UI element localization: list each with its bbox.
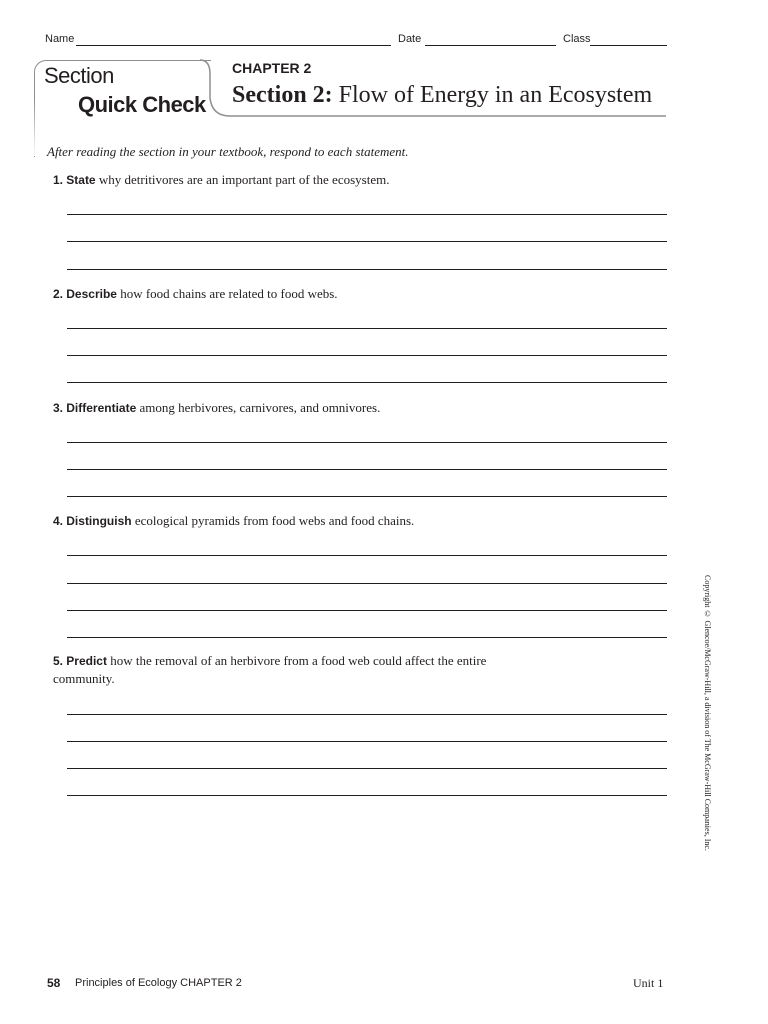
question-number: 5.	[53, 654, 64, 668]
instructions: After reading the section in your textbook, respond to each statement.	[47, 144, 409, 159]
copyright-notice: Copyright © Glencoe/McGraw-Hill, a division of The McGraw-Hill Companies, Inc.	[703, 575, 712, 851]
answer-line[interactable]	[67, 768, 667, 769]
answer-line[interactable]	[67, 610, 667, 611]
answer-line[interactable]	[67, 714, 667, 715]
question-verb: Distinguish	[66, 514, 132, 528]
tab-quick-check-label: Quick Check	[78, 92, 206, 117]
question-3	[53, 399, 493, 417]
answer-line[interactable]	[67, 328, 667, 329]
title-prefix: Section 2:	[232, 82, 333, 108]
question-verb: Predict	[66, 654, 107, 668]
answer-line[interactable]	[67, 583, 667, 584]
answer-line[interactable]	[67, 382, 667, 383]
name-label: Name	[45, 33, 75, 45]
question-text: among herbivores, carnivores, and omnivores.	[136, 400, 381, 415]
footer-unit: Unit 1	[633, 976, 664, 990]
question-text: how the removal of an herbivore from a food web could affect the entire community.	[53, 653, 487, 686]
class-label: Class	[563, 33, 591, 45]
answer-line[interactable]	[67, 555, 667, 556]
question-verb: State	[66, 173, 96, 187]
chapter-label: CHAPTER 2	[232, 60, 312, 76]
question-5	[53, 652, 493, 688]
question-verb: Describe	[66, 287, 117, 301]
question-4	[53, 512, 493, 530]
answer-line[interactable]	[67, 241, 667, 242]
question-verb: Differentiate	[66, 401, 137, 415]
date-label: Date	[398, 33, 422, 45]
answer-line[interactable]	[67, 795, 667, 796]
answer-line[interactable]	[67, 469, 667, 470]
question-number: 2.	[53, 287, 64, 301]
answer-line[interactable]	[67, 355, 667, 356]
question-number: 3.	[53, 401, 64, 415]
page-title	[232, 82, 652, 109]
question-1	[53, 171, 493, 189]
class-field[interactable]	[590, 45, 667, 46]
question-2	[53, 285, 493, 303]
answer-line[interactable]	[67, 214, 667, 215]
answer-line[interactable]	[67, 637, 667, 638]
answer-line[interactable]	[67, 741, 667, 742]
question-number: 4.	[53, 514, 64, 528]
name-field[interactable]	[76, 45, 391, 46]
title-text: Flow of Energy in an Ecosystem	[332, 82, 653, 108]
tab-section-label: Section	[44, 63, 114, 88]
date-field[interactable]	[425, 45, 556, 46]
page-number: 58	[47, 976, 61, 990]
answer-line[interactable]	[67, 269, 667, 270]
question-number: 1.	[53, 173, 64, 187]
question-text: why detritivores are an important part of the ecosystem.	[95, 172, 390, 187]
question-text: ecological pyramids from food webs and food chains.	[131, 513, 415, 528]
footer-book-text: Principles of Ecology CHAPTER 2	[75, 977, 242, 989]
answer-line[interactable]	[67, 496, 667, 497]
question-text: how food chains are related to food webs.	[116, 286, 338, 301]
answer-line[interactable]	[67, 442, 667, 443]
